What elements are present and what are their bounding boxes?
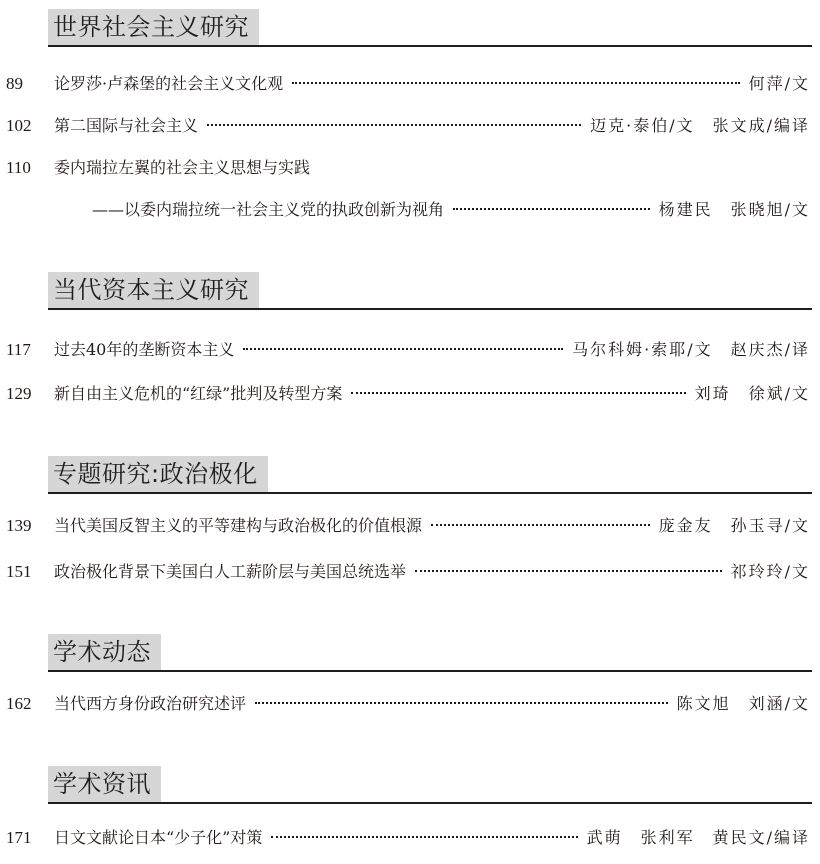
section-divider xyxy=(48,45,812,47)
article-author: 刘琦 徐斌/文 xyxy=(694,384,810,403)
article-author: 武萌 张利军 黄民文/编译 xyxy=(586,828,810,847)
section-header-academic-trends xyxy=(48,632,812,671)
section-header-contemporary-capitalism xyxy=(48,270,812,309)
section-divider xyxy=(48,802,812,804)
article-author: 迈克·泰伯/文 张文成/编译 xyxy=(590,116,810,135)
article-title: 日文文献论日本“少子化”对策 xyxy=(54,828,263,847)
toc-entry[interactable] xyxy=(0,513,820,539)
article-title: 新自由主义危机的“红绿”批判及转型方案 xyxy=(54,384,343,403)
section-title: 世界社会主义研究 xyxy=(48,9,259,46)
dot-leader xyxy=(431,524,650,526)
page-number: 139 xyxy=(6,516,32,535)
page-number: 117 xyxy=(6,340,31,359)
article-title: 当代西方身份政治研究述评 xyxy=(54,694,247,713)
toc-entry[interactable] xyxy=(0,155,820,181)
page-number: 89 xyxy=(6,74,23,93)
section-title: 专题研究:政治极化 xyxy=(48,456,268,493)
toc-entry[interactable] xyxy=(0,559,820,585)
article-author: 马尔科姆·索耶/文 赵庆杰/译 xyxy=(572,340,810,359)
dot-leader xyxy=(351,392,685,394)
section-title: 学术资讯 xyxy=(48,766,161,803)
dot-leader xyxy=(415,570,722,572)
section-title: 学术动态 xyxy=(48,634,161,671)
page-number: 162 xyxy=(6,694,32,713)
article-title: 过去40年的垄断资本主义 xyxy=(54,340,235,359)
section-title: 当代资本主义研究 xyxy=(48,272,259,309)
dot-leader xyxy=(453,208,650,210)
toc-entry[interactable] xyxy=(0,337,820,363)
article-author: 陈文旭 刘涵/文 xyxy=(676,694,810,713)
dot-leader xyxy=(243,348,563,350)
dot-leader xyxy=(292,82,740,84)
article-title: 当代美国反智主义的平等建构与政治极化的价值根源 xyxy=(54,516,423,535)
toc-entry-subtitle[interactable] xyxy=(0,197,820,223)
dot-leader xyxy=(271,836,577,838)
toc-entry[interactable] xyxy=(0,71,820,97)
section-divider xyxy=(48,308,812,310)
page-number: 129 xyxy=(6,384,32,403)
toc-entry[interactable] xyxy=(0,691,820,717)
article-author: 庞金友 孙玉寻/文 xyxy=(658,516,810,535)
section-divider xyxy=(48,670,812,672)
article-author: 祁玲玲/文 xyxy=(730,562,810,581)
article-author: 何萍/文 xyxy=(748,74,810,93)
article-title: 第二国际与社会主义 xyxy=(54,116,199,135)
article-title: 论罗莎·卢森堡的社会主义文化观 xyxy=(54,74,284,93)
article-author: 杨建民 张晓旭/文 xyxy=(658,200,810,219)
page-number: 171 xyxy=(6,828,32,847)
dot-leader xyxy=(255,702,668,704)
article-subtitle: ——以委内瑞拉统一社会主义党的执政创新为视角 xyxy=(92,200,445,219)
page-number: 110 xyxy=(6,158,31,177)
section-divider xyxy=(48,492,812,494)
toc-entry[interactable] xyxy=(0,825,820,851)
article-title: 委内瑞拉左翼的社会主义思想与实践 xyxy=(54,158,311,177)
section-header-political-polarization xyxy=(48,454,812,493)
page-number: 151 xyxy=(6,562,32,581)
section-header-academic-news xyxy=(48,764,812,803)
dot-leader xyxy=(207,124,581,126)
article-title: 政治极化背景下美国白人工薪阶层与美国总统选举 xyxy=(54,562,407,581)
section-header-world-socialism xyxy=(48,7,812,46)
page-number: 102 xyxy=(6,116,32,135)
toc-entry[interactable] xyxy=(0,381,820,407)
toc-entry[interactable] xyxy=(0,113,820,139)
